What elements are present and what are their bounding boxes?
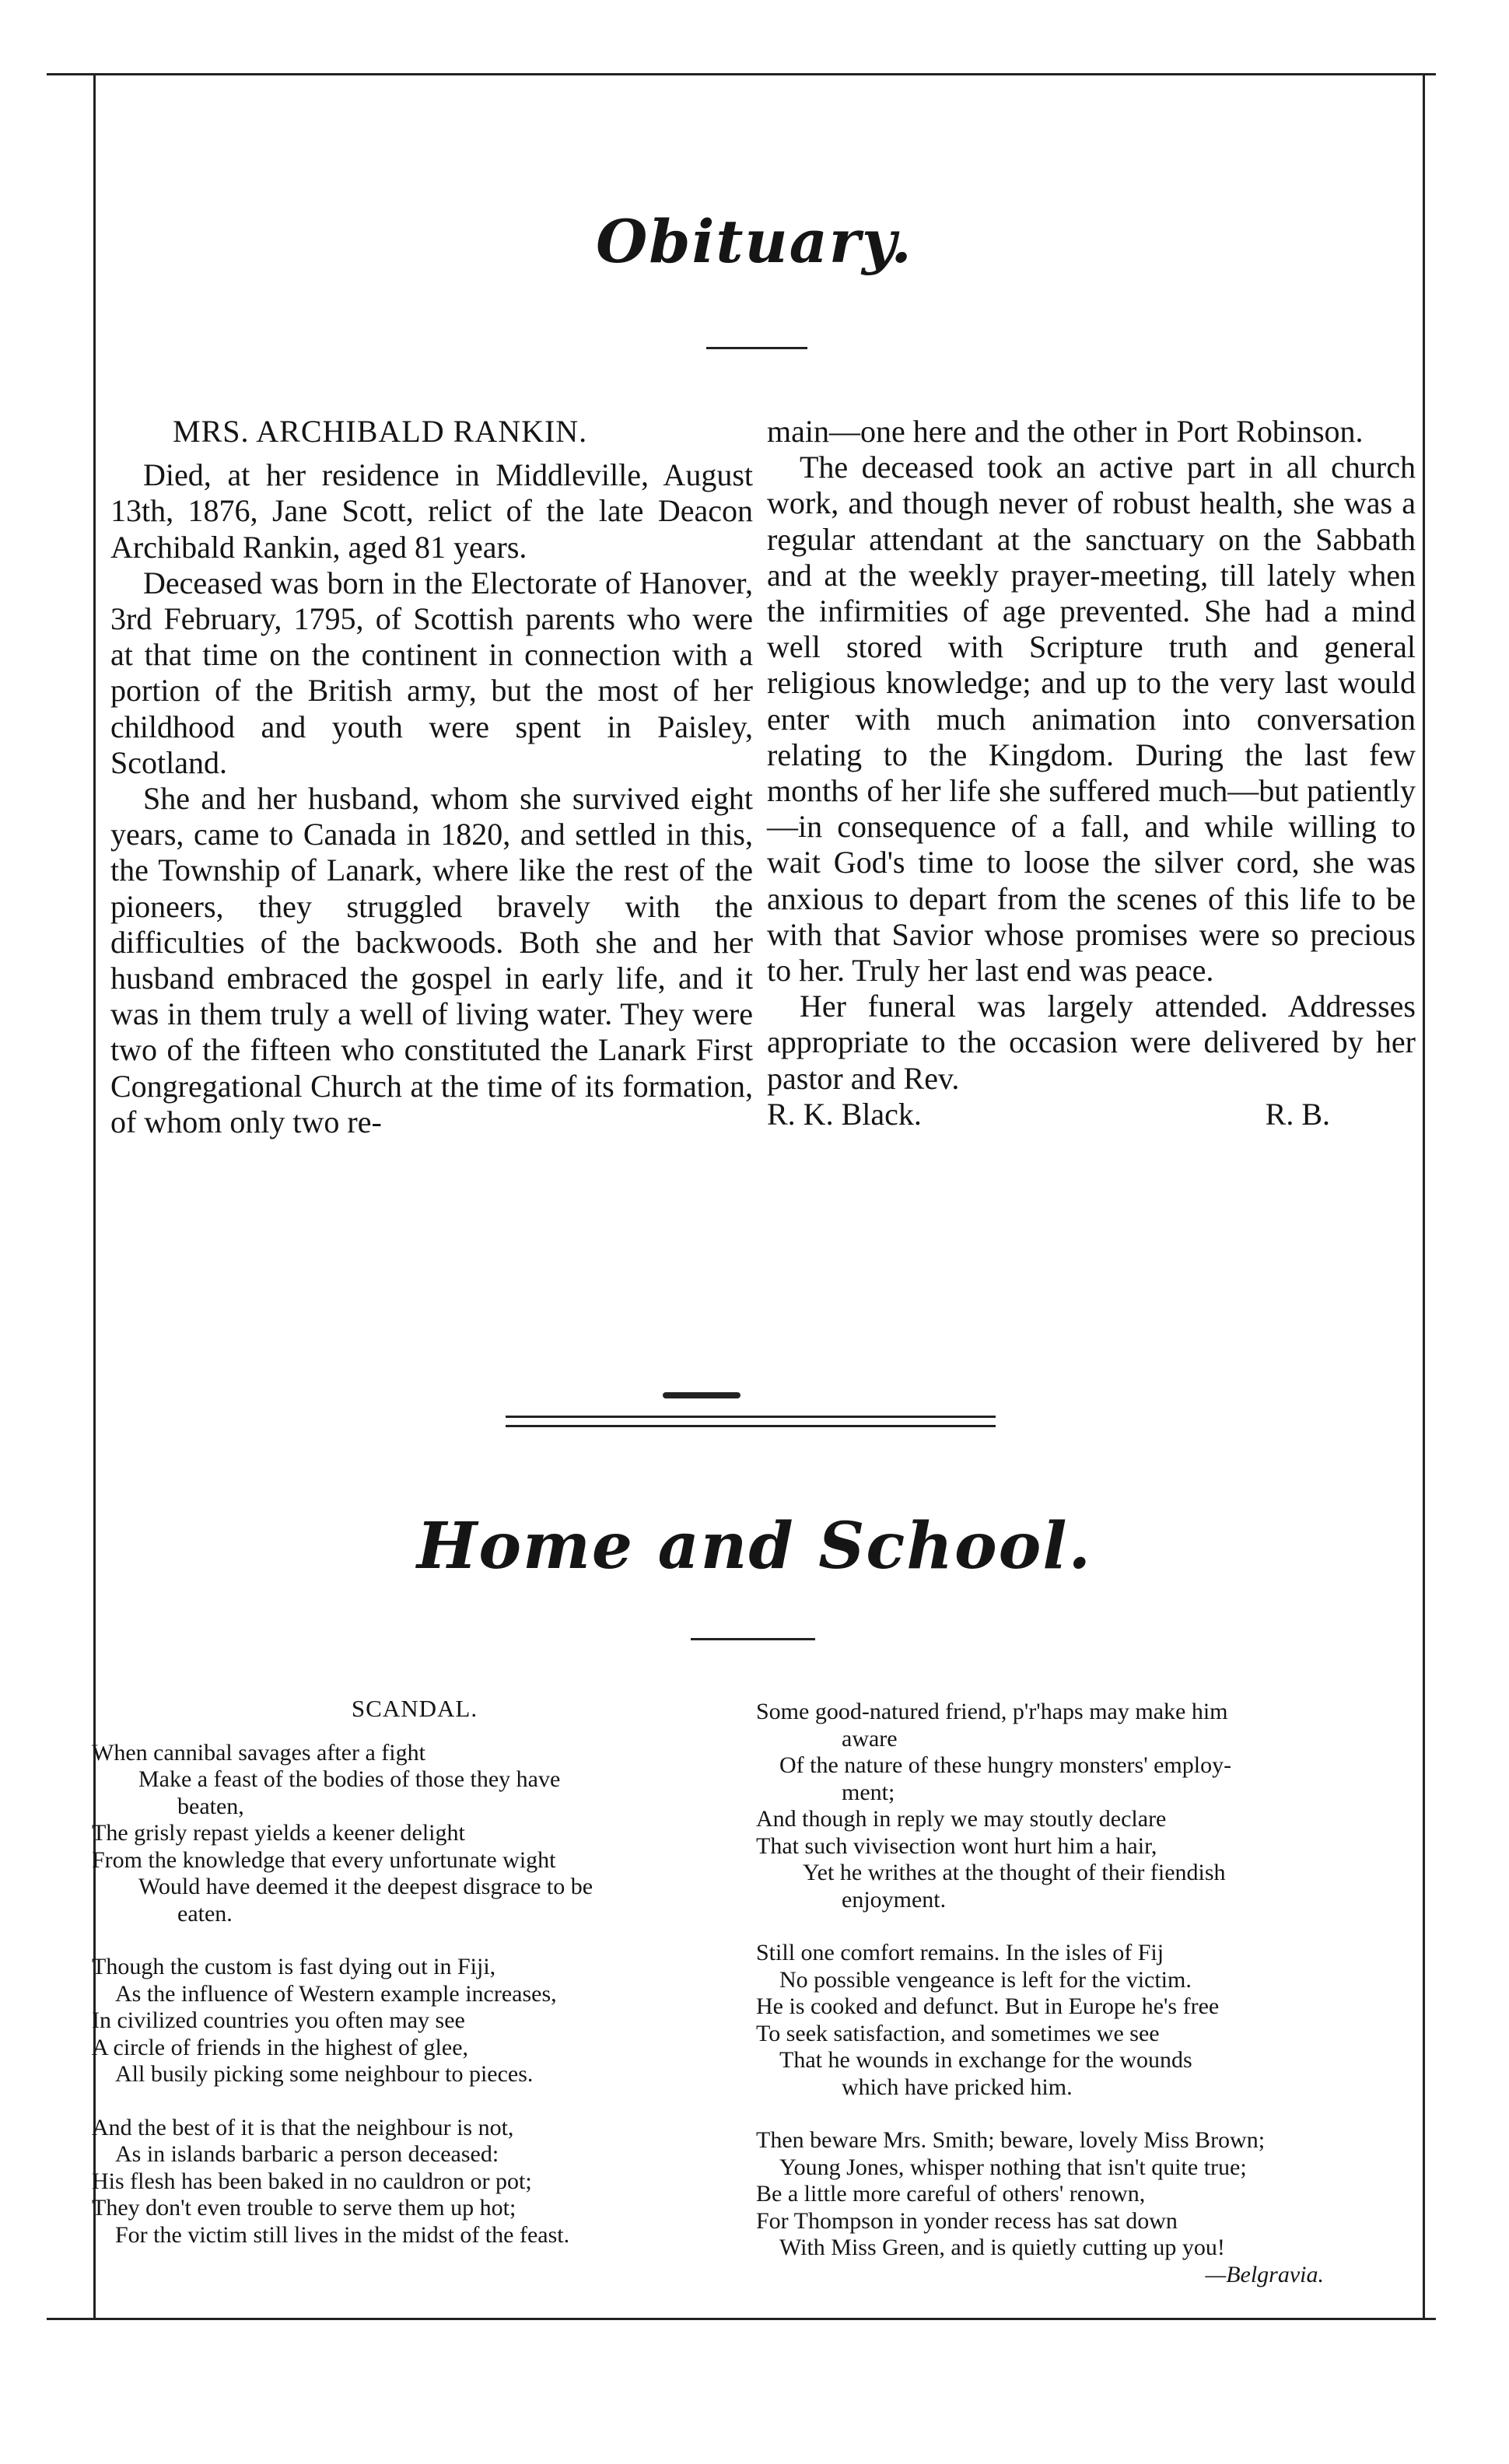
poem-line: That he wounds in exchange for the wounds [779, 2047, 1192, 2073]
poem-line: enjoyment. [842, 1886, 947, 1913]
poem-stanza [756, 1699, 1417, 1913]
obituary-right-column [767, 414, 1416, 1132]
poem-line: When cannibal savages after a fight [92, 1739, 425, 1766]
poem-line: beaten, [177, 1793, 244, 1819]
poem-line: The grisly repast yields a keener delight [92, 1820, 465, 1846]
poem-line: ment; [842, 1779, 895, 1805]
poem-line: As in islands barbaric a person deceased: [115, 2141, 499, 2167]
poem-line: From the knowledge that every unfortunate wight [92, 1846, 556, 1873]
poem-stanza [756, 2127, 1417, 2262]
poem-line: which have pricked him. [842, 2074, 1073, 2100]
poem-right-column [756, 1699, 1417, 2288]
poem-line: As the influence of Western example increases, [115, 1980, 557, 2007]
poem-line: A circle of friends in the highest of glee, [92, 2034, 469, 2060]
obituary-signature-line [767, 1097, 1416, 1132]
obituary-paragraph: Died, at her residence in Middleville, August 13th, 1876, Jane Scott, relict of the late Deacon Archibald Rankin, aged 81 years. [110, 457, 753, 565]
poem-line: Of the nature of these hungry monsters' employ- [779, 1752, 1232, 1778]
poem-line: aware [842, 1725, 898, 1752]
poem-line: He is cooked and defunct. But in Europe he's free [756, 1993, 1220, 2019]
obituary-paragraph: main—one here and the other in Port Robinson. [767, 414, 1364, 449]
poem-line: And though in reply we may stoutly declare [756, 1806, 1167, 1832]
obituary-paragraph: Deceased was born in the Electorate of Hanover, 3rd February, 1795, of Scottish parents who were at that time on the continent in connection with a portion of the British army, but the most of her childhood and youth were spent in Paisley, Scotland. [110, 565, 753, 780]
poem-line: For Thompson in yonder recess has sat down [756, 2207, 1178, 2234]
poem-line: Make a feast of the bodies of those they have [138, 1766, 561, 1792]
poem-line: eaten. [177, 1900, 233, 1927]
poem-line: For the victim still lives in the midst of the feast. [115, 2221, 570, 2248]
poem-line: Young Jones, whisper nothing that isn't quite true; [779, 2154, 1247, 2180]
obituary-paragraph: She and her husband, whom she survived eight years, came to Canada in 1820, and settled in this, the Township of Lanark, where like the rest of the pioneers, they struggled bravely with the difficulties of the backwoods. Both she and her husband embraced the gospel in early life, and it was in them truly a well of living water. They were two of the fifteen who constituted the Lanark First Congregational Church at the time of its formation, of whom only two re- [110, 781, 753, 1139]
poem-line: Still one comfort remains. In the isles of Fij [756, 1940, 1164, 1965]
poem-line: Be a little more careful of others' renown, [756, 2181, 1146, 2207]
poem-line: And the best of it is that the neighbour is not, [92, 2114, 514, 2140]
poem-line: They don't even trouble to serve them up hot; [92, 2195, 516, 2221]
obituary-heading-rule [706, 347, 807, 349]
home-school-heading: Home and School. [416, 1509, 1093, 1584]
page-bottom-rule [47, 2318, 1436, 2320]
poem-line: That such vivisection wont hurt him a hair, [756, 1832, 1157, 1859]
poem-line: Though the custom is fast dying out in Fiji, [92, 1954, 496, 1979]
poem-line: With Miss Green, and is quietly cutting up you! [779, 2235, 1225, 2260]
poem-line: In civilized countries you often may see [92, 2007, 465, 2033]
poem-stanza [92, 1954, 737, 2088]
poem-attribution: —Belgravia. [1205, 2261, 1324, 2287]
signature: R. B. [1265, 1096, 1330, 1132]
poem-line: His flesh has been baked in no cauldron or pot; [92, 2168, 532, 2194]
poem-stanza [92, 1740, 737, 1928]
obituary-subhead: MRS. ARCHIBALD RANKIN. [173, 414, 588, 449]
obituary-left-column [110, 414, 753, 1140]
section-divider-rule-top [506, 1416, 996, 1418]
poem-left-column [92, 1696, 737, 2275]
obituary-paragraph: The deceased took an active part in all church work, and though never of robust health, she was a regular attendant at the sanctuary on the Sabbath and at the weekly prayer-meeting, till lately when the infirmities of age prevented. She had a mind well stored with Scripture truth and general religious knowledge; and up to the very last would enter with much animation into conversation relating to the Kingdom. During the last few months of her life she suffered much—but patiently—in consequence of a fall, and while willing to wait God's time to loose the silver cord, she was anxious to depart from the scenes of this life to be with that Savior whose promises were so precious to her. Truly her last end was peace. [767, 450, 1416, 989]
poem-line: Some good-natured friend, p'r'haps may make him [756, 1699, 1228, 1724]
poem-stanza [756, 1940, 1417, 2101]
section-ornament [663, 1392, 740, 1398]
poem-line: Yet he writhes at the thought of their fiendish [803, 1860, 1226, 1885]
obituary-heading: Obituary. [596, 207, 913, 276]
home-school-heading-rule [691, 1638, 815, 1640]
closing-name: R. K. Black. [767, 1096, 922, 1132]
poem-line: All busily picking some neighbour to pieces. [115, 2061, 534, 2087]
section-divider-rule-bottom [506, 1425, 996, 1427]
poem-line: Would have deemed it the deepest disgrace to be [138, 1874, 593, 1899]
poem-line: Then beware Mrs. Smith; beware, lovely Miss Brown; [756, 2127, 1266, 2153]
poem-line: To seek satisfaction, and sometimes we see [756, 2020, 1160, 2046]
poem-title: SCANDAL. [351, 1695, 478, 1722]
obituary-paragraph: Her funeral was largely attended. Addresses appropriate to the occasion were delivered by her pastor and Rev. [767, 989, 1416, 1096]
poem-line: No possible vengeance is left for the victim. [779, 1966, 1192, 1993]
poem-stanza [92, 2115, 737, 2249]
